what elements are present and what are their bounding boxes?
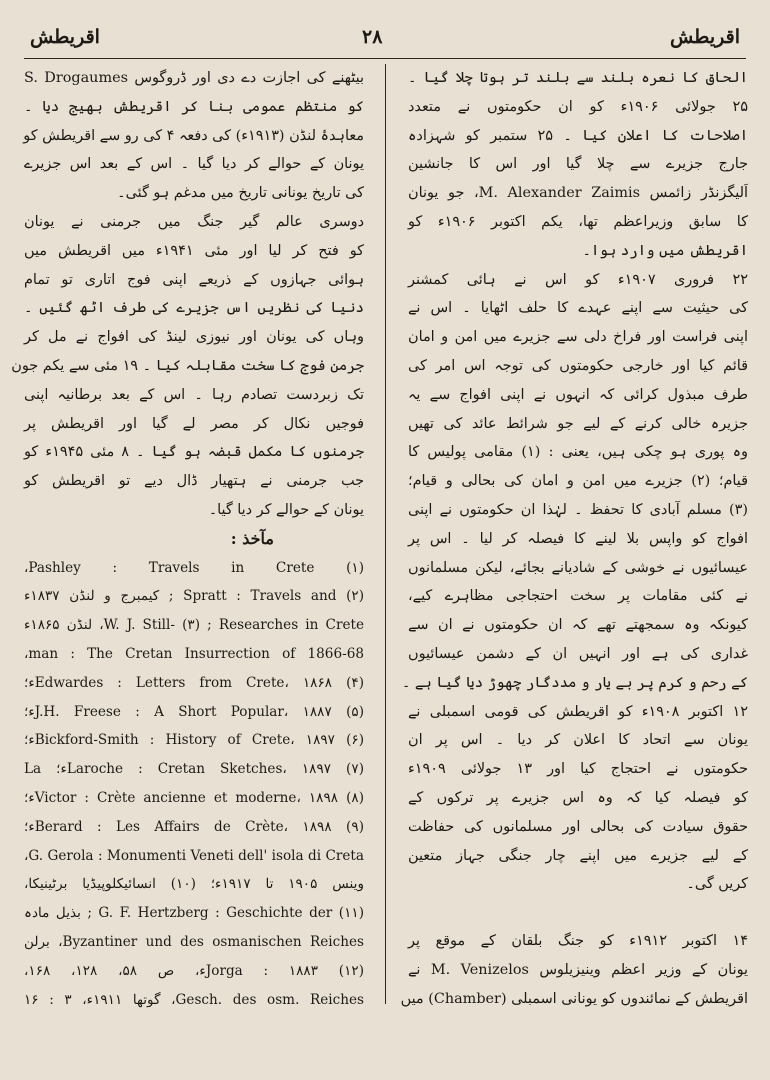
body-line: کو فتح کر لیا اور مئی ۱۹۴۱ء میں اقریطش میں <box>24 242 364 259</box>
body-line: دنیا کی نظریں اس جزیرے کی طرف اٹھ گئیں ۔ <box>24 300 364 317</box>
reference-line: (۱۲) Jorga : ۱۸۸۳ء، ص ۵۸، ۱۲۸، ۱۶۸، <box>24 962 365 979</box>
body-line: وہاں کی یونان اور نیوزی لینڈ کی افواج نے مل کر <box>24 329 364 346</box>
body-line: عیسائیوں نے خوشی کے شادیانے بجائے، لیکن مسلمانوں <box>408 559 748 576</box>
body-line: یونان کے حوالے کر دیا گیا ۔ اس کے بعد اس جزیرے <box>24 156 364 173</box>
reference-line: (۴) Edwardes : Letters from Crete، ۱۸۶۸ء؛ <box>24 674 365 691</box>
body-line: اپنی فراست اور فراخ دلی سے جزیرے میں امن و امان <box>408 329 748 346</box>
body-line: غداری کی ہے اور انہیں ان کے دشمن عیسائیوں <box>408 645 748 662</box>
body-line: یونان کے حوالے کر دیا گیا۔ <box>208 501 364 518</box>
body-line: حقوق سیادت کی بحالی اور مسلمانوں کی حفاظت <box>408 818 748 835</box>
column-divider <box>385 64 386 1004</box>
body-line: طرف مبذول کرائی کہ انہوں نے اپنی افواج سے یہ <box>408 386 748 403</box>
body-line: ۲۲ فروری ۱۹۰۷ء کو اس نے ہائی کمشنر <box>408 271 748 288</box>
body-line: ۱۴ اکتوبر ۱۹۱۲ء کو جنگ بلقان کے موقع پر <box>408 933 748 950</box>
header-right-title: اقریطش <box>670 26 740 48</box>
reference-line: (۸) Victor : Crète ancienne et moderne، ۱۸۹۸ء؛ <box>24 789 365 806</box>
header-rule <box>24 58 746 59</box>
body-line: تک زبردست تصادم رہا ۔ اس کے بعد برطانیہ اپنی <box>24 386 364 403</box>
body-line: یونان سے اتحاد کا اعلان کر دیا ۔ اس پر ان <box>408 732 748 749</box>
body-line: اَلیگزنڈر زائمس M. Alexander Zaimis، جو یونان <box>408 185 748 202</box>
body-line: نے کئی مقامات پر سخت احتجاجی مظاہرے کیے، <box>408 588 748 605</box>
body-line: دوسری عالم گیر جنگ میں جرمنی نے یونان <box>24 213 364 230</box>
reference-line: وینس ۱۹۰۵ تا ۱۹۱۷ء؛ (۱۰) انسائیکلوپیڈیا برٹینیکا، <box>24 876 365 893</box>
body-line: حکومتوں نے احتجاج کیا اور ۱۳ جولائی ۱۹۰۹ء <box>408 761 748 778</box>
body-line: بیٹھنے کی اجازت دے دی اور ڈروگوس S. Drogaumes <box>24 70 364 86</box>
body-line: جب جرمنی نے ہتھیار ڈال دیے تو اقریطش کو <box>24 473 364 490</box>
body-line: اقریطش میں وارد ہوا۔ <box>582 242 748 259</box>
body-line: کو منتظم عمومی بنا کر اقریطش بھیج دیا ۔ <box>24 98 364 115</box>
reference-line: G. Gerola : Monumenti Veneti dell' isola di Creta، <box>24 847 364 864</box>
left-column <box>11 64 365 1074</box>
page-number: ۲۸ <box>362 26 383 48</box>
body-line: جزیرہ خالی کرنے کے لیے جو شرائط عائد کی تھیں <box>408 415 748 432</box>
reference-line: (۵) J.H. Freese : A Short Popular، ۱۸۸۷ء؛ <box>24 703 364 720</box>
body-line: ۲۵ جولائی ۱۹۰۶ء کو ان حکومتوں نے متعدد <box>408 98 749 115</box>
body-line: جرمن فوج کا سخت مقابلہ کیا ۔ ۱۹ مئی سے یکم جون <box>11 357 364 374</box>
body-line: وہ پوری ہو چکی ہیں، یعنی : (۱) مقامی پولیس کا <box>408 444 748 461</box>
body-line: (۳) مسلم آبادی کا تحفظ ۔ لہٰذا ان حکومتوں نے اپنی <box>408 501 748 518</box>
body-line: معاہدۂ لنڈن (۱۹۱۳ء) کی دفعہ ۴ کی رو سے اقریطش کو <box>23 127 364 144</box>
reference-line: man : The Cretan Insurrection of 1866-68، <box>24 645 364 662</box>
reference-line: W. J. Still- (۳) ; Researches in Crete، لنڈن ۱۸۶۵ء <box>24 617 364 634</box>
right-column <box>400 64 749 1074</box>
body-line: اصلاحات کا اعلان کیا ۔ ۲۵ ستمبر کو شہزادہ <box>408 127 749 144</box>
body-line: افواج کو واپس بلا لینے کا فیصلہ کر لیا ۔ اس پر <box>408 530 748 547</box>
body-line: کیونکہ وہ سمجھتے تھے کہ ان حکومتوں نے ان سے <box>408 617 748 634</box>
body-line: کے رحم و کرم پر بے یار و مددگار چھوڑ دیا گیا ہے ۔ <box>401 674 748 691</box>
body-line: کا سابق وزیراعظم تھا، یکم اکتوبر ۱۹۰۶ء کو <box>408 213 748 230</box>
body-line: قیام؛ (۲) جزیرے میں امن و امان کی بحالی و قیام؛ <box>408 473 748 490</box>
reference-line: (۲) Spratt : Travels and ; کیمبرج و لنڈن ۱۸۳۷ء <box>24 588 365 605</box>
body-line: کے لیے جزیرے میں اپنے چار جنگی جہاز متعین <box>408 847 748 864</box>
running-header <box>22 24 750 58</box>
body-line: قائم کیا اور خارجی حکومتوں کی توجہ اس امر کی <box>408 357 748 374</box>
body-line: کریں گی۔ <box>686 876 748 893</box>
body-line: یونان کے وزیر اعظم وینیزیلوس M. Venizelos نے <box>408 961 749 978</box>
body-line: اقریطش کے نمائندوں کو یونانی اسمبلی (Chamber) میں <box>400 990 748 1007</box>
body-line: ۱۲ اکتوبر ۱۹۰۸ء کو اقریطش کی قومی اسمبلی نے <box>408 703 748 720</box>
body-line: الحاق کا نعرہ بلند سے بلند تر ہوتا چلا گیا ۔ <box>408 70 748 86</box>
reference-line: (۷) Laroche : Cretan Sketches، ۱۸۹۷ء؛ La <box>24 761 364 778</box>
header-left-title: اقریطش <box>30 26 100 48</box>
sources-heading: مآخذ : <box>230 528 274 548</box>
body-line: کی حیثیت سے اپنے عہدے کا حلف اٹھایا ۔ اس نے <box>408 300 748 317</box>
paragraph-gap <box>408 899 748 927</box>
reference-line: (۱۱) G. F. Hertzberg : Geschichte der ; بذیل مادہ <box>24 905 364 922</box>
reference-line: Byzantiner und des osmanischen Reiches، برلن <box>24 933 364 950</box>
body-line: ہوائی جہازوں کے ذریعے اپنی فوج اتاری تو تمام <box>24 271 364 288</box>
body-line: جرمنوں کا مکمل قبضہ ہو گیا ۔ ۸ مئی ۱۹۴۵ء کو <box>24 444 364 461</box>
body-line: جارج جزیرے سے چلا گیا اور اس کا جانشین <box>408 156 748 173</box>
body-line: کو فیصلہ کیا کہ وہ اس جزیرے پر ترکوں کے <box>408 789 748 806</box>
reference-line: Gesch. des osm. Reiches، گوتھا ۱۹۱۱ء، ۳ : ۱۶ <box>24 991 364 1008</box>
reference-line: (۶) Bickford-Smith : History of Crete، ۱۸۹۷ء؛ <box>24 732 365 749</box>
reference-line: (۱) Pashley : Travels in Crete، <box>24 559 364 576</box>
body-line: کی تاریخ یونانی تاریخ میں مدغم ہو گئی۔ <box>117 185 364 202</box>
body-line: فوجیں نکال کر مصر لے گیا اور اقریطش پر <box>24 415 364 432</box>
reference-line: (۹) Berard : Les Affairs de Crète، ۱۸۹۸ء؛ <box>24 818 364 835</box>
